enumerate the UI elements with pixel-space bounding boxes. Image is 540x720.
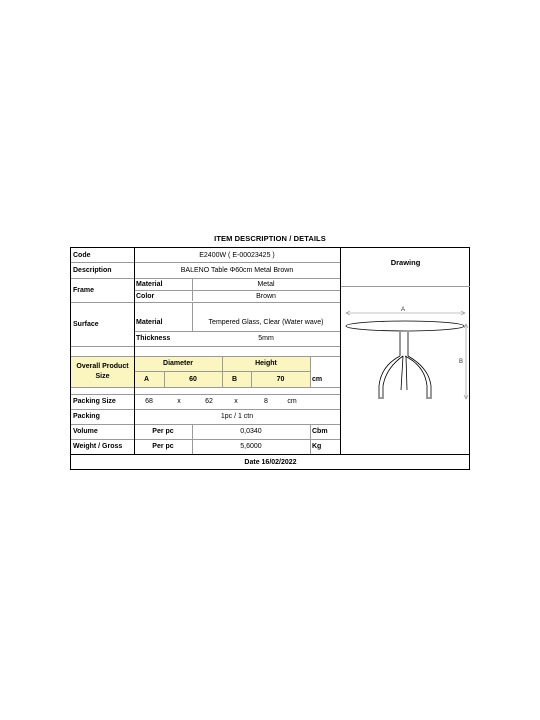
overall-size-label — [71, 356, 134, 387]
weight-label: Weight / Gross — [73, 443, 123, 450]
dim-a-marker: A — [401, 307, 406, 313]
frame-label: Frame — [73, 286, 95, 294]
sheet-title: ITEM DESCRIPTION / DETAILS — [214, 234, 326, 243]
packing-size-v1: 68 — [145, 398, 153, 405]
code-label: Code — [73, 251, 91, 259]
dim-a-value: 60 — [189, 375, 197, 383]
diameter-header: Diameter — [163, 360, 193, 367]
weight-value: 5,6000 — [240, 443, 262, 450]
overall-size-label-line2: Size — [95, 372, 110, 380]
date-row: Date 16/02/2022 — [244, 458, 297, 466]
frame-color-label: Color — [136, 292, 155, 300]
packing-size-v2: 62 — [205, 398, 213, 405]
volume-label: Volume — [73, 428, 98, 435]
surface-material-value: Tempered Glass, Clear (Water wave) — [208, 318, 324, 326]
description-value: BALENO Table Φ60cm Metal Brown — [180, 266, 294, 274]
volume-value: 0,0340 — [240, 428, 262, 435]
table-drawing — [341, 286, 470, 410]
dim-b-value: 70 — [276, 375, 285, 383]
code-value: E2400W ( E-00023425 ) — [199, 251, 275, 259]
drawing-title: Drawing — [390, 258, 421, 267]
packing-size-v3: 8 — [264, 398, 268, 405]
overall-size-label-line1: Overall Product — [76, 363, 129, 371]
surface-thickness-value: 5mm — [258, 335, 274, 342]
packing-value: 1pc / 1 ctn — [220, 413, 254, 420]
packing-size-x1: x — [177, 398, 181, 405]
weight-per: Per pc — [152, 443, 174, 450]
packing-label: Packing — [73, 413, 100, 420]
packing-size-label: Packing Size — [73, 398, 116, 405]
dim-unit: cm — [312, 375, 323, 383]
height-header: Height — [255, 360, 277, 367]
surface-thickness-label: Thickness — [136, 335, 171, 342]
packing-size-unit: cm — [287, 398, 297, 405]
dim-a-label: A — [144, 375, 150, 383]
frame-material-value: Metal — [257, 280, 275, 288]
volume-unit: Cbm — [312, 428, 328, 435]
surface-label: Surface — [73, 320, 99, 328]
packing-size-x2: x — [234, 398, 238, 405]
frame-color-value: Brown — [256, 292, 276, 300]
dim-b-label: B — [232, 375, 238, 383]
surface-material-label: Material — [136, 318, 163, 326]
volume-per: Per pc — [152, 428, 174, 435]
description-label: Description — [73, 266, 112, 274]
details-table — [70, 247, 470, 470]
frame-material-label: Material — [136, 280, 163, 288]
dim-b-marker: B — [459, 359, 464, 365]
weight-unit: Kg — [312, 443, 322, 450]
